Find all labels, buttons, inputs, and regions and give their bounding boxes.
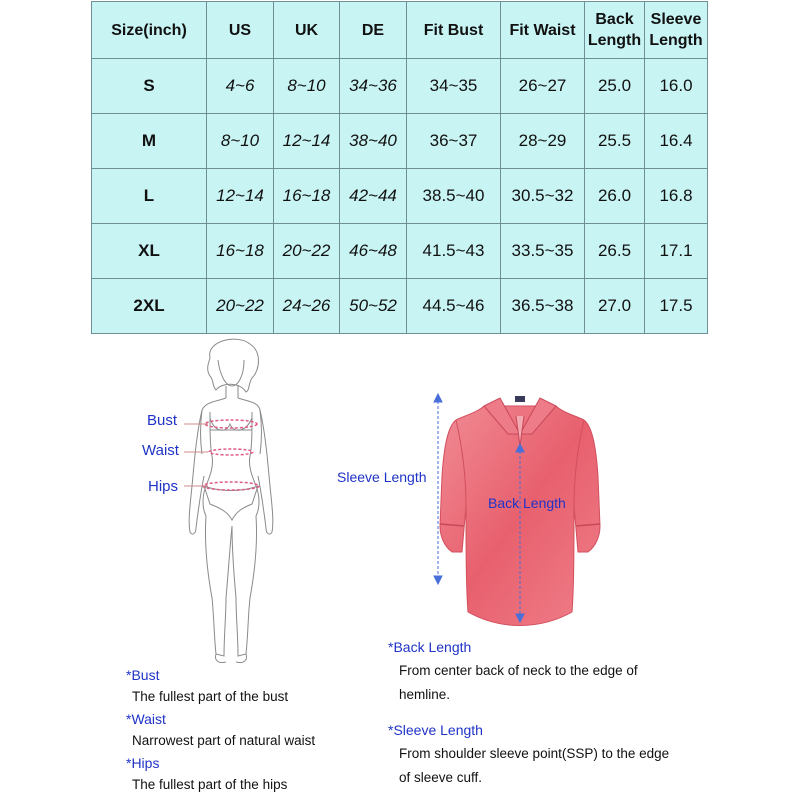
- cell-fit-waist: 36.5~38: [501, 279, 585, 334]
- shirt-illustration: [420, 386, 620, 636]
- cell-size: XL: [92, 224, 207, 279]
- cell-uk: 16~18: [274, 169, 340, 224]
- header-fit-bust: Fit Bust: [407, 2, 501, 59]
- cell-fit-bust: 44.5~46: [407, 279, 501, 334]
- header-us: US: [207, 2, 274, 59]
- cell-fit-bust: 38.5~40: [407, 169, 501, 224]
- cell-sleeve-length: 16.4: [645, 114, 708, 169]
- cell-uk: 8~10: [274, 59, 340, 114]
- header-back-length: Back Length: [585, 2, 645, 59]
- cell-back-length: 26.0: [585, 169, 645, 224]
- cell-sleeve-length: 17.1: [645, 224, 708, 279]
- cell-size: M: [92, 114, 207, 169]
- header-size: Size(inch): [92, 2, 207, 59]
- cell-us: 12~14: [207, 169, 274, 224]
- cell-back-length: 26.5: [585, 224, 645, 279]
- note-sleeve-length-line-1: From shoulder sleeve point(SSP) to the edge: [399, 746, 670, 761]
- cell-de: 50~52: [340, 279, 407, 334]
- cell-fit-waist: 28~29: [501, 114, 585, 169]
- cell-de: 46~48: [340, 224, 407, 279]
- header-de: DE: [340, 2, 407, 59]
- cell-fit-bust: 34~35: [407, 59, 501, 114]
- cell-back-length: 27.0: [585, 279, 645, 334]
- cell-us: 16~18: [207, 224, 274, 279]
- cell-sleeve-length: 16.0: [645, 59, 708, 114]
- note-back-length-line-1: From center back of neck to the edge of: [399, 663, 638, 678]
- note-sleeve-length-title: *Sleeve Length: [388, 722, 483, 738]
- cell-us: 20~22: [207, 279, 274, 334]
- table-row: [92, 224, 708, 279]
- note-bust-title: *Bust: [126, 667, 160, 683]
- cell-uk: 20~22: [274, 224, 340, 279]
- note-back-length-title: *Back Length: [388, 639, 472, 655]
- note-sleeve-length-line-2: of sleeve cuff.: [399, 770, 483, 785]
- header-sleeve-length: Sleeve Length: [645, 2, 708, 59]
- body-figure-illustration: [180, 336, 280, 666]
- cell-sleeve-length: 16.8: [645, 169, 708, 224]
- cell-us: 8~10: [207, 114, 274, 169]
- hips-label: Hips: [148, 478, 179, 495]
- note-back-length-line-2: hemline.: [399, 687, 451, 702]
- note-bust-body: The fullest part of the bust: [132, 689, 289, 704]
- figure-pointer-lines: [180, 400, 220, 500]
- cell-us: 4~6: [207, 59, 274, 114]
- cell-fit-waist: 30.5~32: [501, 169, 585, 224]
- sleeve-length-label: Sleeve Length: [337, 469, 427, 485]
- table-row: [92, 59, 708, 114]
- table-header-row: [92, 2, 708, 59]
- cell-size: 2XL: [92, 279, 207, 334]
- cell-fit-bust: 36~37: [407, 114, 501, 169]
- note-hips-title: *Hips: [126, 755, 160, 771]
- cell-fit-waist: 33.5~35: [501, 224, 585, 279]
- size-chart-table: [91, 1, 708, 334]
- table-row: [92, 114, 708, 169]
- back-length-label: Back Length: [488, 495, 566, 511]
- cell-de: 34~36: [340, 59, 407, 114]
- cell-de: 42~44: [340, 169, 407, 224]
- table-row: [92, 169, 708, 224]
- table-row: [92, 279, 708, 334]
- note-waist-body: Narrowest part of natural waist: [132, 733, 316, 748]
- note-waist-title: *Waist: [126, 711, 166, 727]
- cell-de: 38~40: [340, 114, 407, 169]
- cell-uk: 24~26: [274, 279, 340, 334]
- header-fit-waist: Fit Waist: [501, 2, 585, 59]
- cell-back-length: 25.5: [585, 114, 645, 169]
- cell-size: L: [92, 169, 207, 224]
- bust-label: Bust: [147, 412, 178, 429]
- note-hips-body: The fullest part of the hips: [132, 777, 288, 792]
- cell-back-length: 25.0: [585, 59, 645, 114]
- cell-fit-waist: 26~27: [501, 59, 585, 114]
- cell-sleeve-length: 17.5: [645, 279, 708, 334]
- header-uk: UK: [274, 2, 340, 59]
- cell-fit-bust: 41.5~43: [407, 224, 501, 279]
- cell-uk: 12~14: [274, 114, 340, 169]
- cell-size: S: [92, 59, 207, 114]
- sleeve-length-arrow: [431, 390, 445, 590]
- waist-label: Waist: [142, 442, 179, 459]
